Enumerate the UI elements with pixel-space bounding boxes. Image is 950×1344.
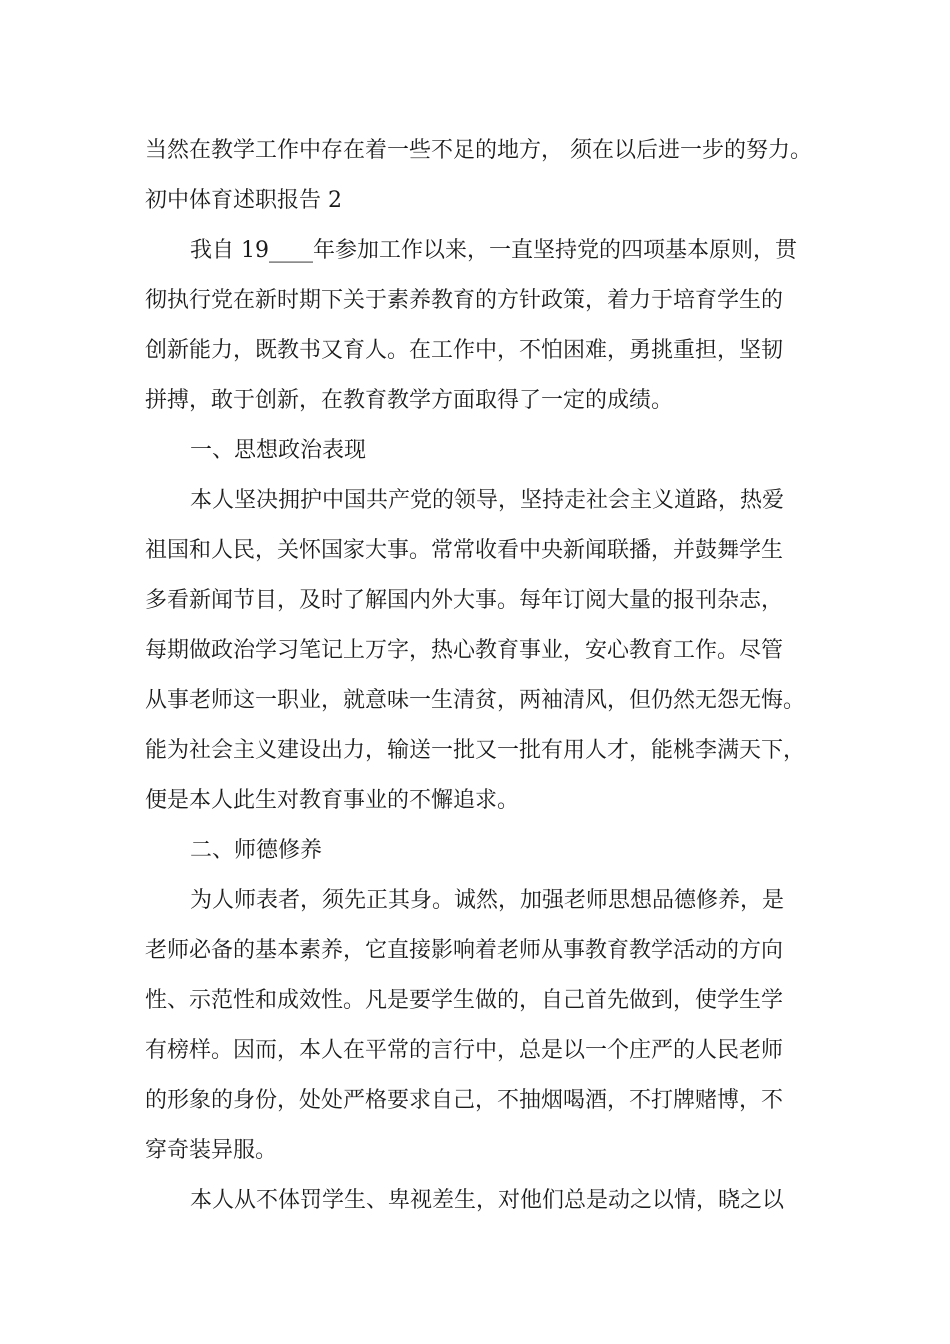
- section-title: 初中体育述职报告 2: [145, 188, 342, 213]
- text-line: 本人坚决拥护中国共产党的领导，坚持走社会主义道路，热爱: [190, 488, 785, 513]
- text-line: 有榜样。因而，本人在平常的言行中，总是以一个庄严的人民老师: [145, 1038, 784, 1063]
- section-heading: 一、思想政治表现: [190, 438, 367, 463]
- text-line: 我自 19____年参加工作以来，一直坚持党的四项基本原则，贯: [190, 238, 797, 263]
- text-line: 穿奇装异服。: [145, 1138, 278, 1163]
- text-line: 拼搏，敢于创新，在教育教学方面取得了一定的成绩。: [145, 388, 674, 413]
- text-line: 的形象的身份，处处严格要求自己，不抽烟喝酒，不打牌赌博，不: [145, 1088, 784, 1113]
- text-line: 老师必备的基本素养，它直接影响着老师从事教育教学活动的方向: [145, 938, 784, 963]
- text-line: 彻执行党在新时期下关于素养教育的方针政策，着力于培育学生的: [145, 288, 784, 313]
- text-line: 创新能力，既教书又育人。在工作中，不怕困难，勇挑重担，坚韧: [145, 338, 784, 363]
- text-line: 每期做政治学习笔记上万字，热心教育事业，安心教育工作。尽管: [145, 638, 784, 663]
- text-line: 多看新闻节目，及时了解国内外大事。每年订阅大量的报刊杂志，: [145, 588, 784, 613]
- text-line: 性、示范性和成效性。凡是要学生做的，自己首先做到，使学生学: [145, 988, 784, 1013]
- text-line: 本人从不体罚学生、卑视差生，对他们总是动之以情，晓之以: [190, 1188, 785, 1213]
- text-line: 便是本人此生对教育事业的不懈追求。: [145, 788, 520, 813]
- text-line: 从事老师这一职业，就意味一生清贫，两袖清风，但仍然无怨无悔。: [145, 688, 806, 713]
- text-line: 祖国和人民，关怀国家大事。常常收看中央新闻联播，并鼓舞学生: [145, 538, 784, 563]
- text-line: 为人师表者，须先正其身。诚然，加强老师思想品德修养，是: [190, 888, 785, 913]
- section-heading: 二、师德修养: [190, 838, 323, 863]
- text-line: 能为社会主义建设出力，输送一批又一批有用人才，能桃李满天下，: [145, 738, 806, 763]
- text-line: 当然在教学工作中存在着一些不足的地方， 须在以后进一步的努力。: [145, 138, 812, 163]
